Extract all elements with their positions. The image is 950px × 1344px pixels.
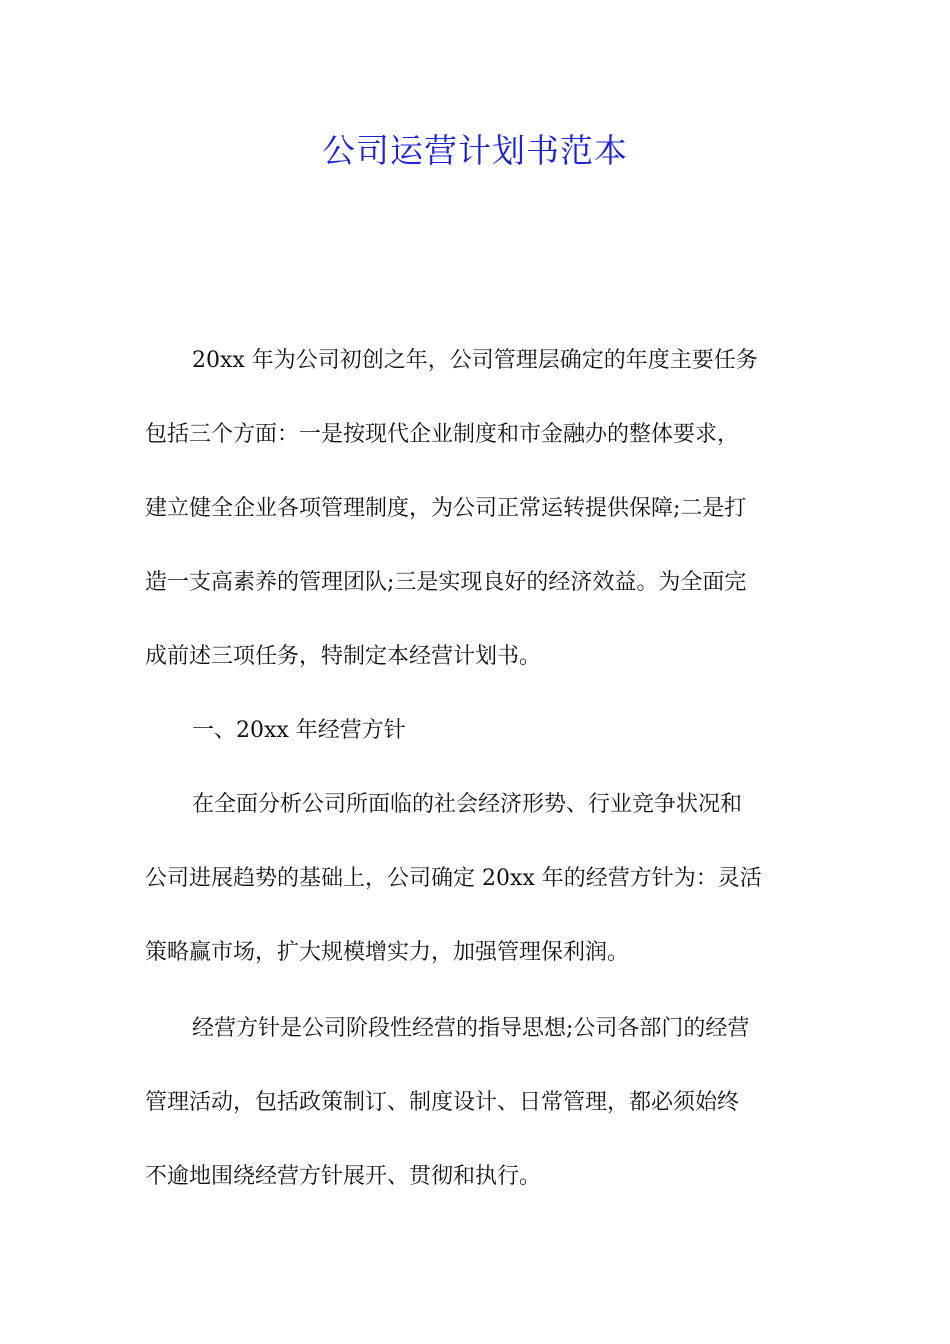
document-title: 公司运营计划书范本	[322, 131, 628, 170]
paragraph-3-line-2: 管理活动，包括政策制订、制度设计、日常管理，都必须始终	[145, 1090, 740, 1115]
paragraph-2-line-3: 策略赢市场，扩大规模增实力，加强管理保利润。	[145, 940, 630, 965]
paragraph-1-line-1: 20xx 年为公司初创之年，公司管理层确定的年度主要任务	[192, 348, 758, 373]
paragraph-1-line-3: 建立健全企业各项管理制度，为公司正常运转提供保障;二是打	[145, 496, 747, 521]
paragraph-3-line-1: 经营方针是公司阶段性经营的指导思想;公司各部门的经营	[192, 1016, 750, 1041]
paragraph-1-line-4: 造一支高素养的管理团队;三是实现良好的经济效益。为全面完	[145, 570, 747, 595]
paragraph-2-line-1: 在全面分析公司所面临的社会经济形势、行业竞争状况和	[192, 792, 743, 817]
section-heading: 一、20xx 年经营方针	[192, 718, 406, 743]
paragraph-1-line-2: 包括三个方面：一是按现代企业制度和市金融办的整体要求，	[145, 422, 740, 447]
paragraph-1-line-5: 成前述三项任务，特制定本经营计划书。	[145, 644, 542, 669]
paragraph-3-line-3: 不逾地围绕经营方针展开、贯彻和执行。	[145, 1164, 542, 1189]
paragraph-2-line-2: 公司进展趋势的基础上，公司确定 20xx 年的经营方针为：灵活	[145, 866, 762, 891]
